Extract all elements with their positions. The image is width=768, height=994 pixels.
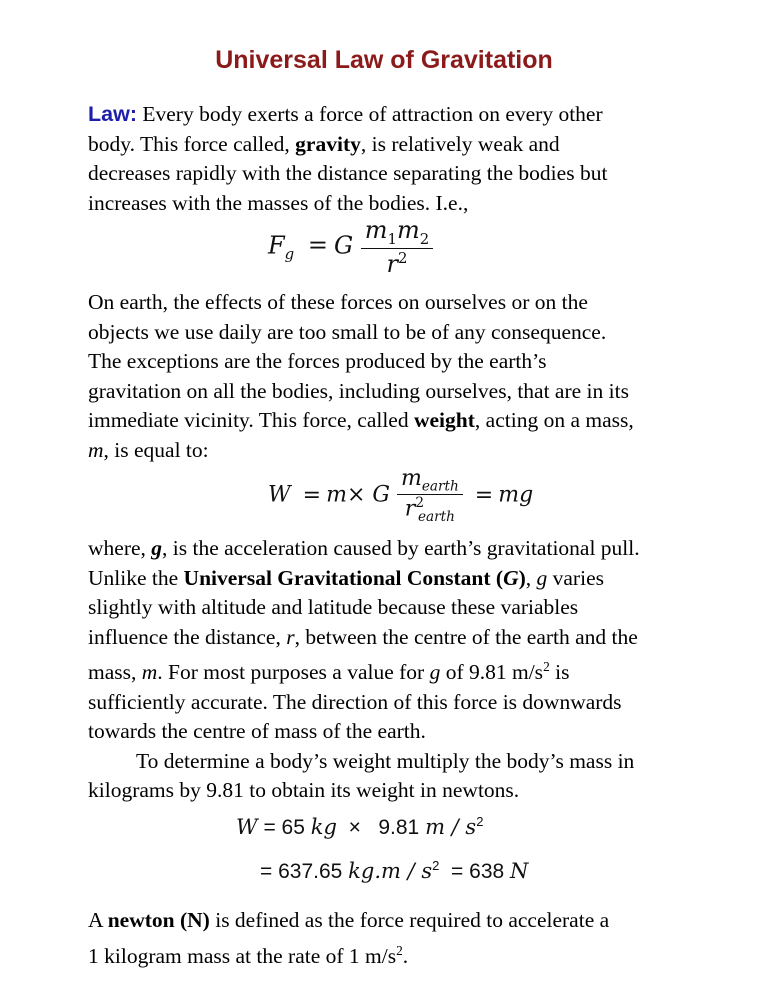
- eq-unit: kg: [310, 815, 337, 839]
- law-text: , is relatively weak and: [360, 131, 560, 156]
- body-text: .: [402, 943, 409, 968]
- body-text: varies: [547, 565, 604, 590]
- gravitation-equation: [268, 216, 433, 278]
- body-text: of 9.81 m/s: [440, 660, 544, 685]
- newton-paragraph: [88, 906, 688, 971]
- superscript: 2: [543, 659, 550, 674]
- acceleration-paragraph: [88, 534, 688, 806]
- eq-weight-symbol: W: [236, 815, 258, 839]
- eq-subscript: earth: [417, 509, 455, 526]
- body-text: ,: [525, 565, 537, 590]
- var-g: g: [151, 536, 163, 560]
- eq-subscript: earth: [421, 478, 459, 495]
- eq-equals: =: [474, 482, 494, 508]
- eq-distance-symbol: r: [404, 496, 416, 522]
- term-universal-constant: Universal Gravitational Constant (: [183, 565, 504, 590]
- eq-denominator: [397, 495, 463, 525]
- body-text: is defined as the force required to accelerate a: [209, 908, 610, 932]
- eq-unit: N: [510, 859, 529, 883]
- body-text: gravitation on all the bodies, including ourselves, that are in its: [88, 378, 629, 403]
- var-m: m: [88, 437, 104, 462]
- eq-fraction: [361, 216, 433, 278]
- eq-subscript: 2: [419, 229, 430, 248]
- body-text: On earth, the effects of these forces on ourselves or on the: [88, 290, 588, 314]
- body-text: influence the distance,: [88, 624, 287, 649]
- var-G: G: [503, 565, 519, 590]
- eq-force-symbol: F: [268, 231, 285, 260]
- var-r: r: [286, 624, 295, 649]
- body-text: kilograms by 9.81 to obtain its weight in newtons.: [88, 778, 520, 803]
- eq-value: × 9.81: [336, 816, 426, 839]
- var-m: m: [141, 660, 158, 685]
- eq-mass-symbol: m: [326, 482, 347, 508]
- eq-constant-g: G: [333, 231, 354, 260]
- eq-constant-g: G: [372, 482, 390, 508]
- law-text: decreases rapidly with the distance separating the bodies but: [88, 161, 608, 185]
- eq-distance-symbol: r: [386, 249, 398, 278]
- term-gravity: gravity: [295, 131, 361, 156]
- law-label: Law:: [88, 102, 137, 126]
- body-text: , between the centre of the earth and the: [294, 624, 638, 649]
- eq-denominator: [361, 249, 433, 278]
- eq-value: = 638: [439, 860, 511, 883]
- eq-times: ×: [346, 482, 366, 508]
- term-universal-constant: ): [518, 565, 526, 590]
- eq-subscript: 1: [387, 229, 397, 248]
- body-text: A: [88, 908, 108, 932]
- body-text: , is equal to:: [103, 437, 209, 462]
- body-text: towards the centre of mass of the earth.: [88, 719, 426, 744]
- eq-numerator: [361, 216, 433, 249]
- law-text: Every body exerts a force of attraction on every other: [136, 102, 603, 126]
- eq-mass-symbol: m: [396, 216, 420, 244]
- body-text: . For most purposes a value for: [157, 660, 430, 685]
- eq-equals: =: [302, 482, 322, 508]
- eq-unit: kg.m / s: [348, 859, 433, 883]
- eq-result: mg: [498, 482, 534, 508]
- body-text: immediate vicinity. This force, called: [88, 408, 414, 432]
- eq-value: = 65: [263, 816, 311, 839]
- var-g: g: [536, 565, 548, 590]
- eq-equals: =: [307, 231, 328, 260]
- body-text: The exceptions are the forces produced by the earth’s: [88, 349, 547, 373]
- var-g: g: [429, 660, 441, 685]
- body-text: objects we use daily are too small to be of any consequence.: [88, 319, 607, 344]
- eq-mass-symbol: m: [364, 216, 388, 244]
- eq-superscript: 2: [415, 495, 424, 512]
- term-weight: weight: [413, 408, 475, 432]
- eq-superscript: 2: [432, 858, 440, 873]
- weight-calculation-row2: [260, 858, 528, 884]
- law-text: increases with the masses of the bodies. I.e.,: [88, 190, 469, 215]
- body-text: slightly with altitude and latitude because these variables: [88, 595, 579, 619]
- term-newton: newton (N): [107, 908, 210, 932]
- body-text: mass,: [88, 660, 142, 685]
- body-text: , acting on a mass,: [474, 408, 634, 432]
- law-text: body. This force called,: [88, 131, 296, 156]
- body-text: 1 kilogram mass at the rate of 1 m/s: [88, 943, 397, 968]
- superscript: 2: [396, 942, 403, 958]
- weight-calculation-row1: [236, 814, 483, 840]
- eq-unit: m / s: [425, 815, 477, 839]
- eq-superscript: 2: [397, 248, 408, 267]
- eq-mass-symbol: m: [400, 466, 422, 491]
- eq-value: = 637.65: [260, 860, 349, 883]
- eq-numerator: [397, 466, 463, 495]
- body-text: sufficiently accurate. The direction of this force is downwards: [88, 689, 622, 714]
- body-text: is: [549, 660, 570, 685]
- eq-superscript: 2: [476, 814, 484, 829]
- body-text: , is the acceleration caused by earth’s gravitational pull.: [162, 536, 640, 560]
- eq-weight-symbol: W: [268, 482, 291, 508]
- body-text: where,: [88, 536, 152, 560]
- weight-equation: [268, 466, 533, 525]
- page-title: Universal Law of Gravitation: [215, 46, 553, 74]
- eq-subscript: g: [284, 245, 295, 264]
- earth-paragraph: [88, 288, 688, 465]
- body-text: Unlike the: [88, 565, 184, 590]
- body-text: To determine a body’s weight multiply the body’s mass in: [136, 748, 635, 773]
- law-paragraph: [88, 100, 688, 218]
- eq-fraction: [397, 466, 463, 525]
